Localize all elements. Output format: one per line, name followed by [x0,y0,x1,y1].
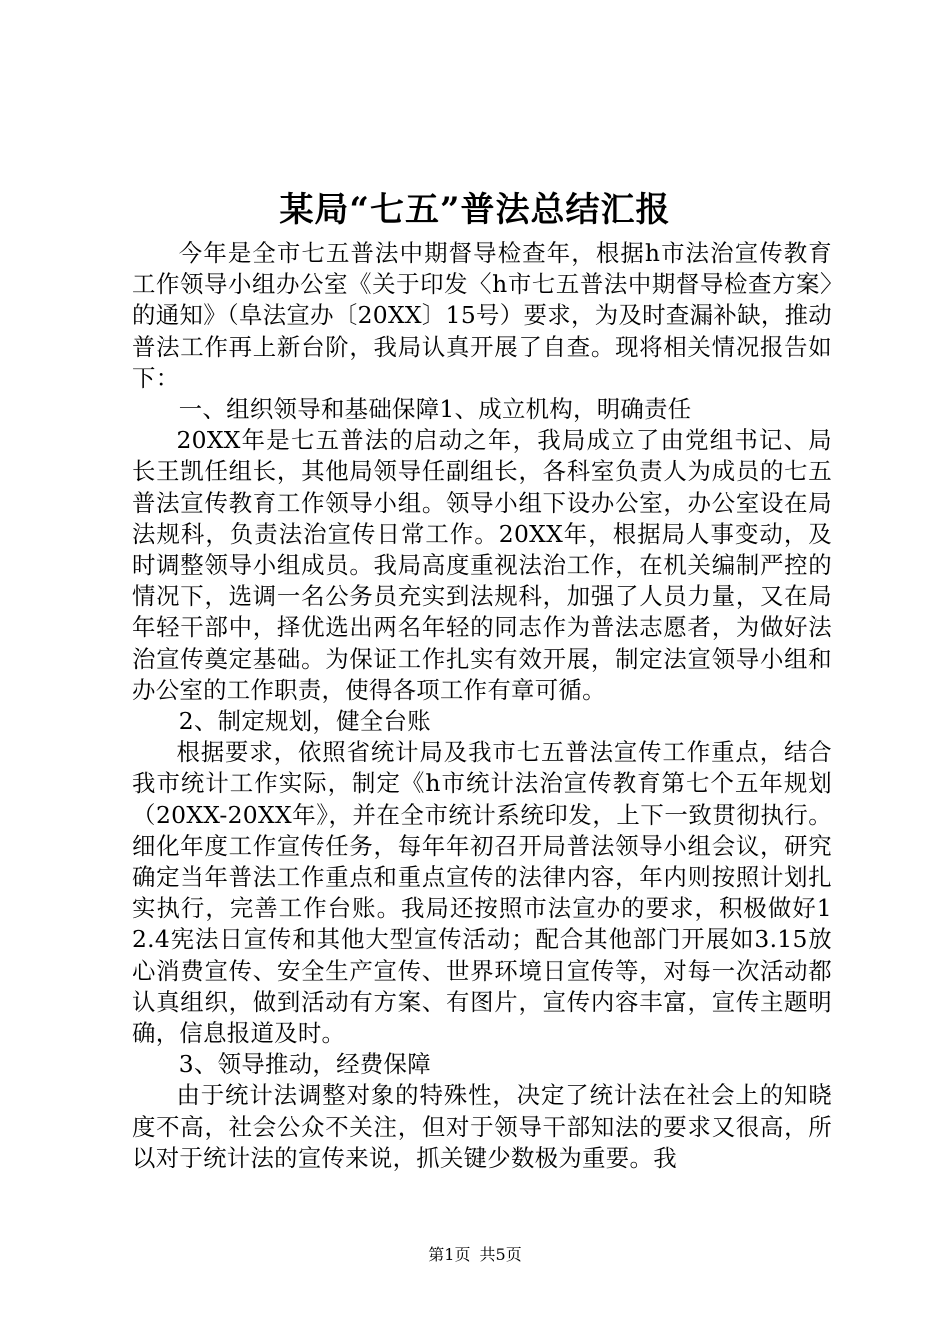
page-number-total: 共5页 [479,1245,522,1264]
section-heading-1: 一、组织领导和基础保障1、成立机构，明确责任 [178,395,692,424]
page-number-current: 第1页 [428,1245,471,1264]
page-footer [0,1244,950,1266]
section-heading-3: 3、领导推动，经费保障 [178,1050,431,1079]
section-heading-2: 2、制定规划，健全台账 [178,707,431,736]
paragraph-leadership: 由于统计法调整对象的特殊性，决定了统计法在社会上的知晓度不高，社会公众不关注，但对于领导干部知法的要求又很高，所以对于统计法的宣传来说，抓关键少数极为重要。我 [132,1081,832,1172]
paragraph-organization: 20XX年是七五普法的启动之年，我局成立了由党组书记、局长王凯任组长，其他局领导任副组长，各科室负责人为成员的七五普法宣传教育工作领导小组。领导小组下设办公室，办公室设在局法规科，负责法治宣传日常工作。20XX年，根据局人事变动，及时调整领导小组成员。我局高度重视法治工作，在机关编制严控的情况下，选调一名公务员充实到法规科，加强了人员力量，又在局年轻干部中，择优选出两名年轻的同志作为普法志愿者，为做好法治宣传奠定基础。为保证工作扎实有效开展，制定法宣领导小组和办公室的工作职责，使得各项工作有章可循。 [132,426,832,704]
paragraph-intro: 今年是全市七五普法中期督导检查年，根据h市法治宣传教育工作领导小组办公室《关于印发〈h市七五普法中期督导检查方案〉的通知》（阜法宣办〔20XX〕15号）要求，为及时查漏补缺，推动普法工作再上新台阶，我局认真开展了自查。现将相关情况报告如下： [132,239,832,392]
document-title: 某局“七五”普法总结汇报 [279,190,671,230]
paragraph-planning: 根据要求，依照省统计局及我市七五普法宣传工作重点，结合我市统计工作实际，制定《h市统计法治宣传教育第七个五年规划（20XX-20XX年》，并在全市统计系统印发，上下一致贯彻执行。细化年度工作宣传任务，每年年初召开局普法领导小组会议，研究确定当年普法工作重点和重点宣传的法律内容，年内则按照计划扎实执行，完善工作台账。我局还按照市法宣办的要求，积极做好12.4宪法日宣传和其他大型宣传活动；配合其他部门开展如3.15放心消费宣传、安全生产宣传、世界环境日宣传等，对每一次活动都认真组织，做到活动有方案、有图片，宣传内容丰富，宣传主题明确，信息报道及时。 [132,738,832,1048]
document-body [132,238,832,1174]
